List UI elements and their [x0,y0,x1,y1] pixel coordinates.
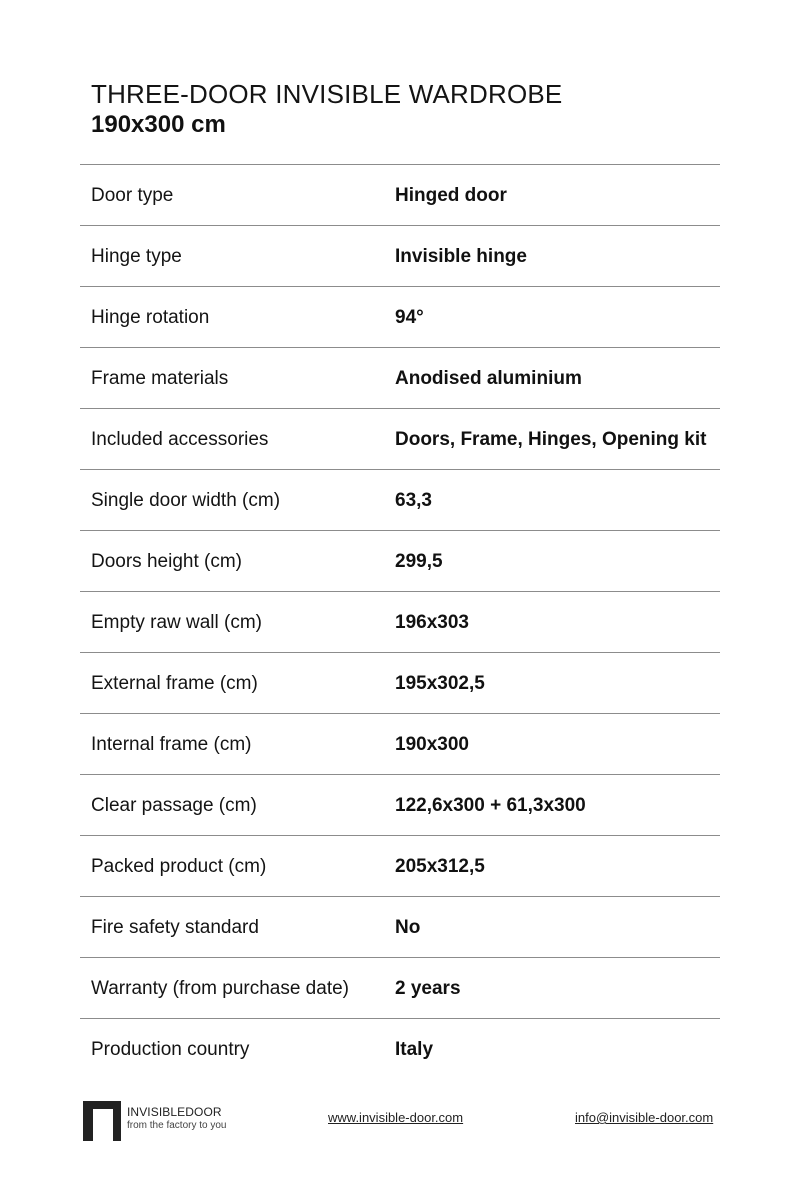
spec-row [80,653,720,714]
page-header [91,78,562,140]
spec-label: Included accessories [91,429,269,450]
logo-tagline: from the factory to you [127,1120,227,1131]
spec-label: Doors height (cm) [91,551,242,572]
spec-label: External frame (cm) [91,673,258,694]
spec-value: 190x300 [395,734,469,755]
spec-value: 195x302,5 [395,673,485,694]
spec-row [80,958,720,1019]
spec-label: Clear passage (cm) [91,795,257,816]
spec-row [80,226,720,287]
website-link[interactable]: www.invisible-door.com [328,1110,464,1125]
spec-value: Hinged door [395,185,507,206]
spec-row [80,409,720,470]
spec-row [80,836,720,897]
page-title: THREE-DOOR INVISIBLE WARDROBE [91,79,563,109]
spec-label: Hinge rotation [91,307,210,328]
spec-value: 2 years [395,978,461,999]
spec-row [80,348,720,409]
spec-value: Anodised aluminium [395,368,582,389]
spec-value: 196x303 [395,612,469,633]
spec-label: Empty raw wall (cm) [91,612,263,633]
spec-value: 299,5 [395,551,443,572]
spec-label: Internal frame (cm) [91,734,252,755]
spec-row [80,287,720,348]
spec-value: 122,6x300 + 61,3x300 [395,795,586,816]
spec-value: 63,3 [395,490,432,511]
spec-label: Packed product (cm) [91,856,267,877]
spec-row [80,165,720,226]
spec-label: Production country [91,1039,250,1060]
spec-row [80,714,720,775]
brand-logo [83,1101,227,1141]
spec-value: 94° [395,307,424,328]
spec-row [80,531,720,592]
spec-row [80,775,720,836]
spec-value: Doors, Frame, Hinges, Opening kit [395,429,707,450]
spec-label: Fire safety standard [91,917,259,938]
spec-row [80,592,720,653]
spec-value: Invisible hinge [395,246,527,267]
spec-label: Frame materials [91,368,229,389]
page-subtitle: 190x300 cm [91,111,226,138]
spec-value: 205x312,5 [395,856,485,877]
spec-table [80,164,720,1079]
spec-label: Door type [91,185,174,206]
spec-value: No [395,917,421,938]
email-link[interactable]: info@invisible-door.com [575,1110,714,1125]
logo-name: INVISIBLEDOOR [127,1105,222,1119]
page-footer [0,1098,800,1148]
spec-label: Warranty (from purchase date) [91,978,349,999]
spec-label: Hinge type [91,246,182,267]
spec-value: Italy [395,1039,434,1060]
spec-label: Single door width (cm) [91,490,281,511]
door-frame-icon [83,1101,121,1141]
logo-text [127,1105,227,1132]
spec-row [80,897,720,958]
spec-row [80,1019,720,1079]
spec-row [80,470,720,531]
